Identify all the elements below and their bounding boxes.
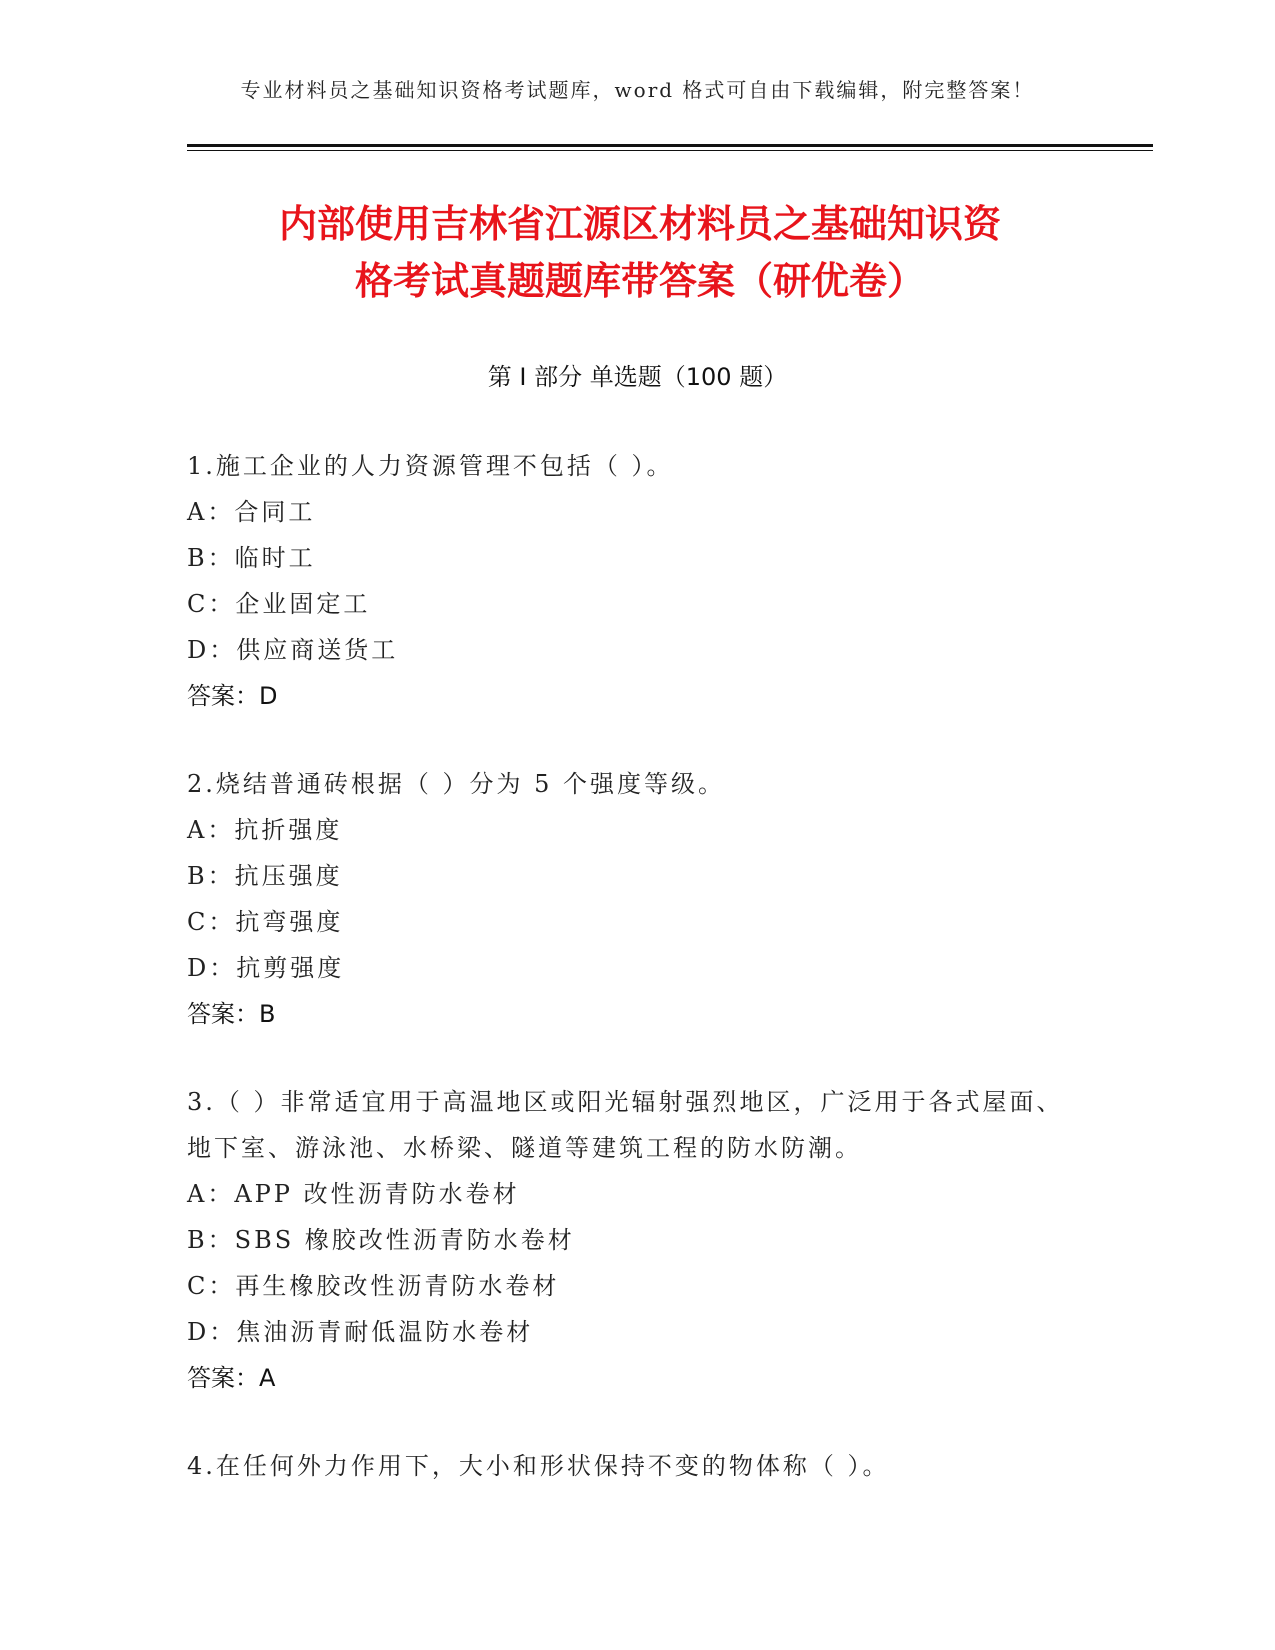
question-stem: 4.在任何外力作用下，大小和形状保持不变的物体称（ ）。 [187, 1452, 890, 1480]
header-rule-thin [187, 150, 1153, 151]
question-stem: 1.施工企业的人力资源管理不包括（ ）。 [187, 452, 674, 480]
answer-line: 答案：B [187, 1000, 276, 1028]
option-b: B：SBS 橡胶改性沥青防水卷材 [187, 1226, 575, 1254]
option-a: A：合同工 [187, 498, 316, 526]
option-a: A：抗折强度 [187, 816, 343, 844]
answer-line: 答案：A [187, 1364, 276, 1392]
option-b: B：抗压强度 [187, 862, 343, 890]
option-c: C：企业固定工 [187, 590, 371, 618]
option-c: C：抗弯强度 [187, 908, 344, 936]
page-header: 专业材料员之基础知识资格考试题库，word 格式可自由下载编辑，附完整答案！ [240, 78, 1035, 102]
option-d: D：供应商送货工 [187, 636, 399, 664]
question-4 [187, 1443, 1087, 1489]
header-rule-thick [187, 144, 1153, 147]
title-line-2: 格考试真题题库带答案（研优卷） [354, 259, 925, 303]
option-a: A：APP 改性沥青防水卷材 [187, 1180, 520, 1208]
document-title [190, 196, 1090, 310]
answer-line: 答案：D [187, 682, 278, 710]
option-c: C：再生橡胶改性沥青防水卷材 [187, 1272, 560, 1300]
question-list [187, 443, 1087, 1531]
question-2 [187, 761, 1087, 1037]
title-line-1: 内部使用吉林省江源区材料员之基础知识资 [278, 202, 1001, 246]
question-1 [187, 443, 1087, 719]
question-stem: 2.烧结普通砖根据（ ）分为 5 个强度等级。 [187, 770, 726, 798]
section-heading: 第 I 部分 单选题（100 题） [487, 363, 788, 391]
option-b: B：临时工 [187, 544, 316, 572]
question-3 [187, 1079, 1087, 1401]
option-d: D：焦油沥青耐低温防水卷材 [187, 1318, 534, 1346]
option-d: D：抗剪强度 [187, 954, 345, 982]
question-stem: 3.（ ）非常适宜用于高温地区或阳光辐射强烈地区，广泛用于各式屋面、地下室、游泳池、水桥梁、隧道等建筑工程的防水防潮。 [187, 1088, 1064, 1162]
